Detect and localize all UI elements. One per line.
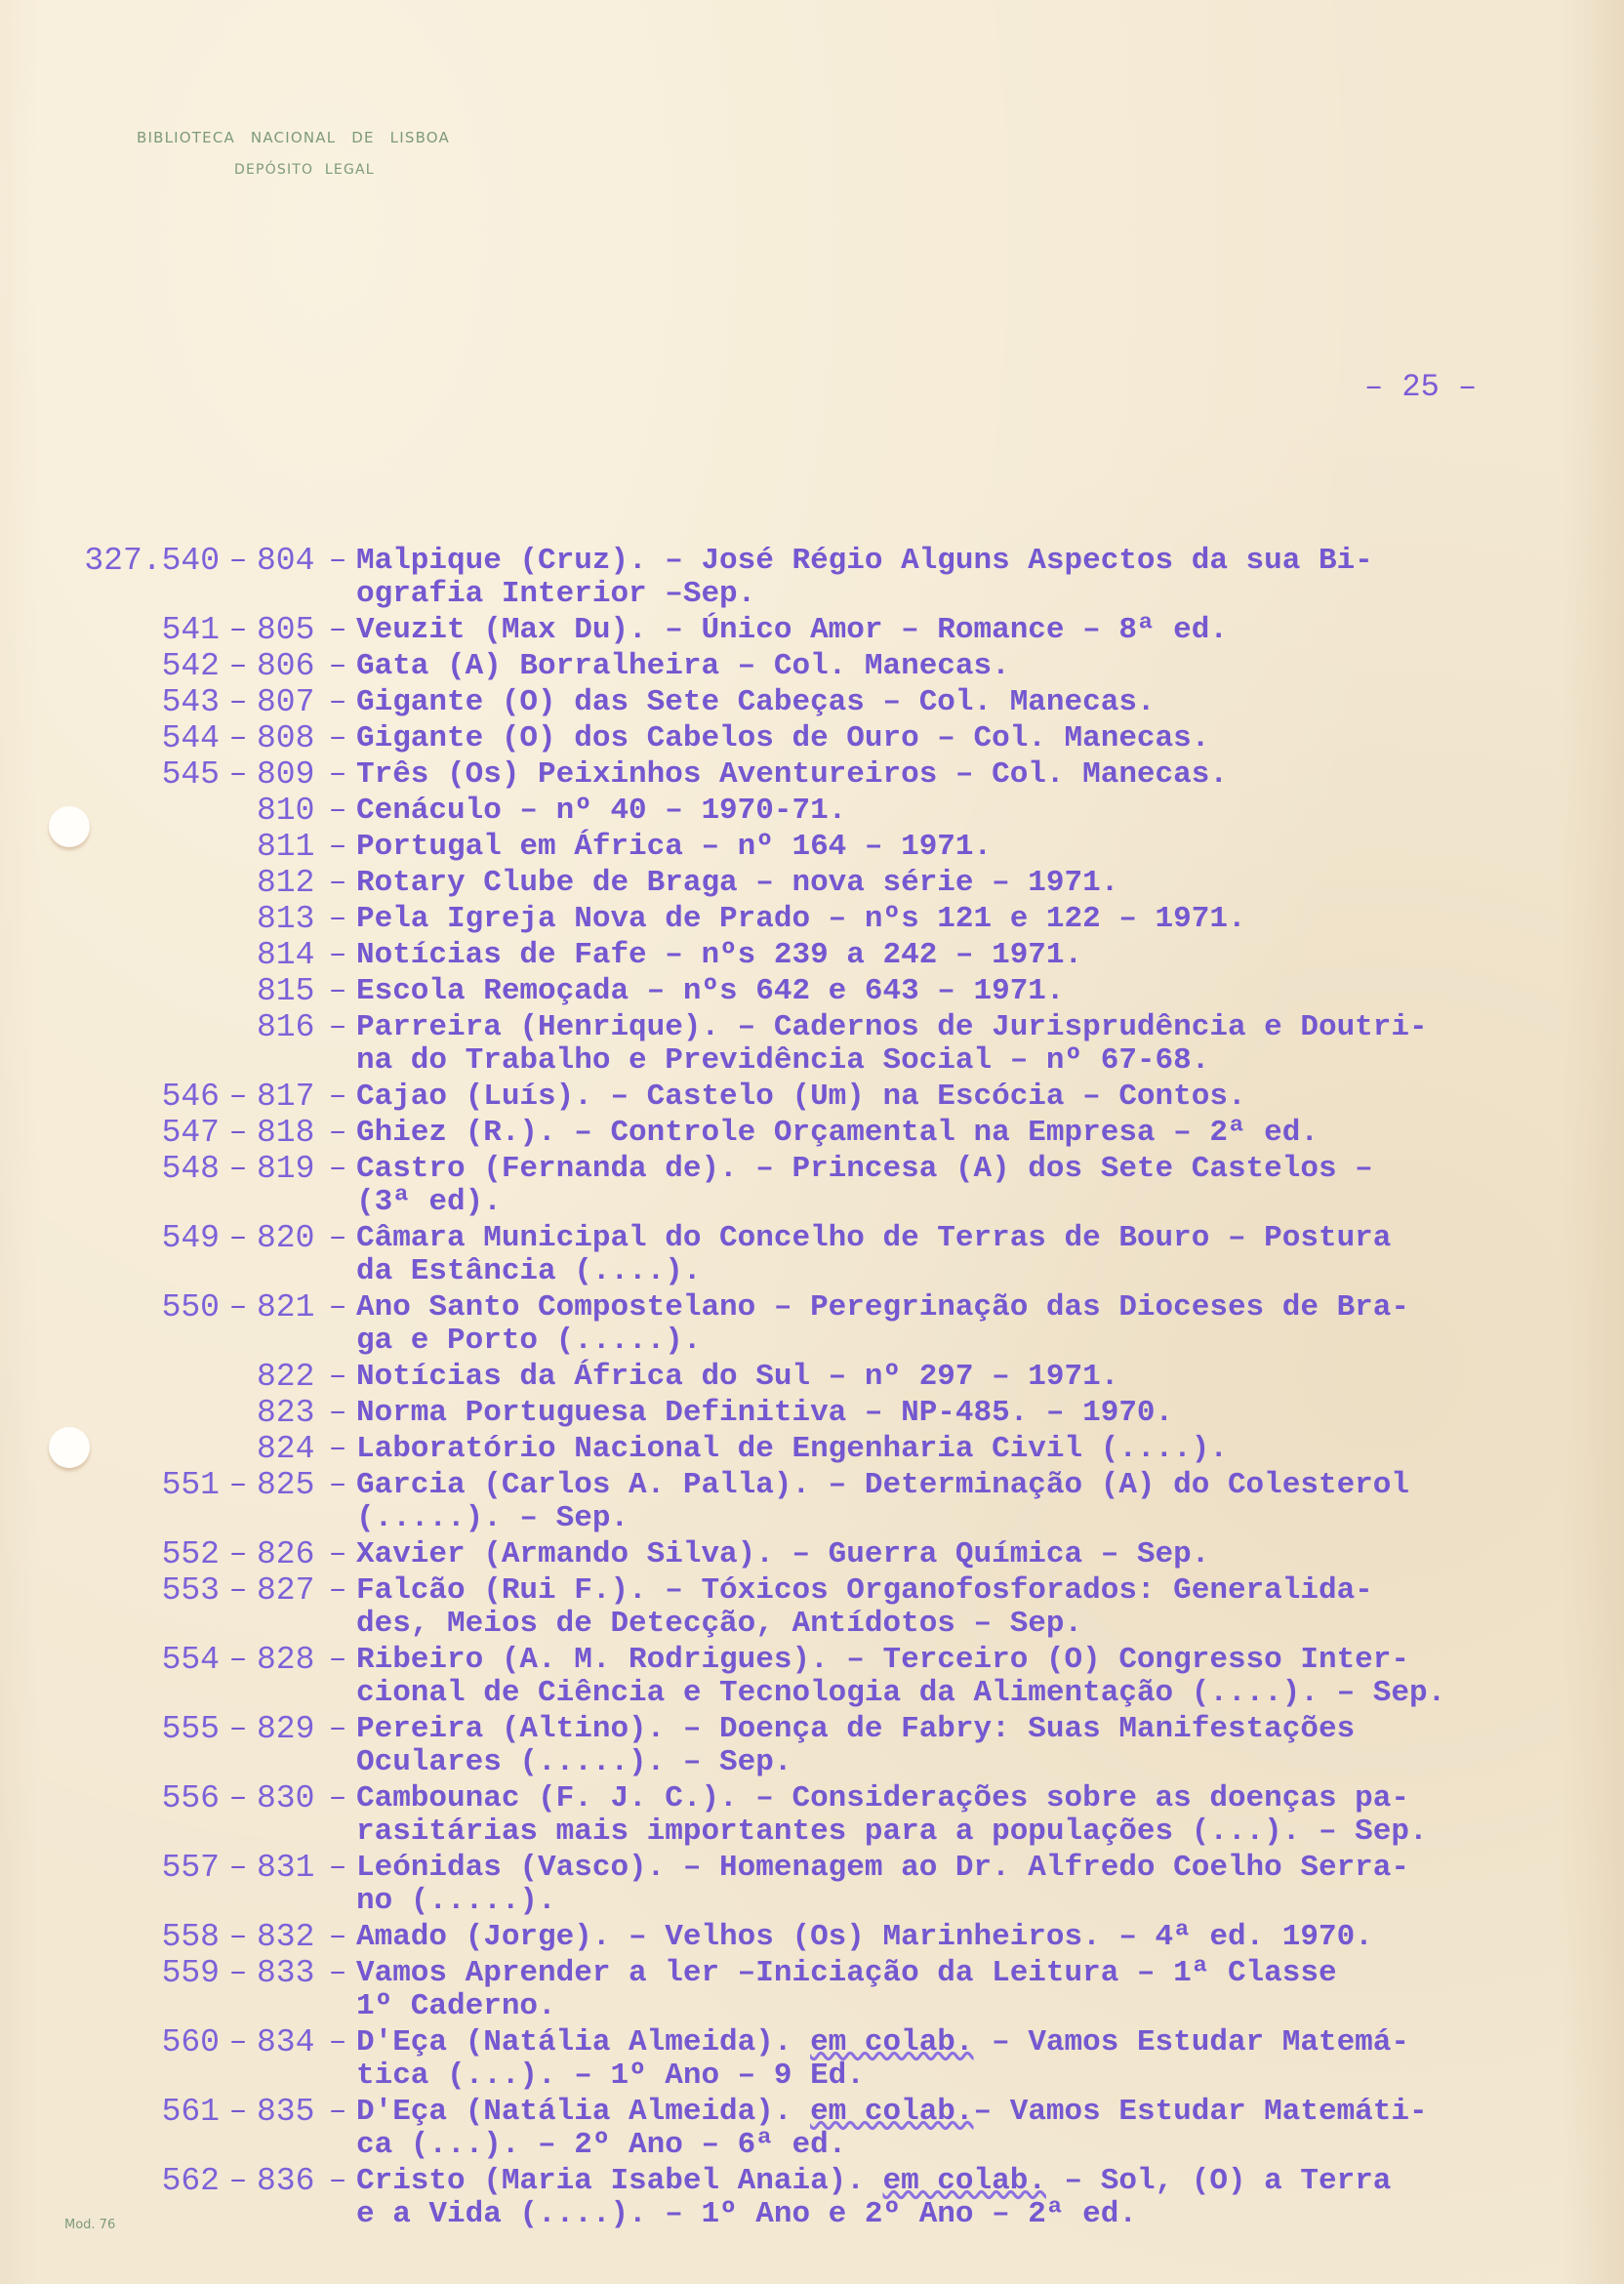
ledger-entry [59, 1782, 1581, 1849]
description-line: Cajao (Luís). – Castelo (Um) na Escócia – Contos. [356, 1080, 1246, 1114]
dash-separator: – [228, 1920, 248, 1954]
description-line: Vamos Aprender a ler –Iniciação da Leitura – 1ª Classe [356, 1956, 1337, 1990]
entry-description [356, 1397, 1581, 1430]
entry-description [356, 975, 1581, 1008]
description-line: Laboratório Nacional de Engenharia Civil (....). [356, 1432, 1228, 1466]
ledger-entry [59, 1852, 1581, 1918]
serial-number: 552 [161, 1536, 220, 1572]
form-model-label: Mod. 76 [64, 2218, 116, 2232]
department-name: DEPÓSITO LEGAL [234, 162, 375, 178]
ledger-entry [59, 831, 1581, 864]
entry-description [356, 903, 1581, 936]
entry-description [356, 1469, 1581, 1535]
dash-separator: – [328, 902, 347, 936]
ledger-entry [59, 975, 1581, 1008]
registry-number: 816 [257, 1009, 315, 1045]
registry-number: 822 [257, 1359, 315, 1395]
entry-description [356, 1117, 1581, 1150]
registry-number: 809 [257, 756, 315, 793]
registry-number: 831 [257, 1850, 315, 1886]
description-line: Três (Os) Peixinhos Aventureiros – Col. Manecas. [356, 757, 1228, 792]
description-line: Gata (A) Borralheira – Col. Manecas. [356, 649, 1010, 683]
registry-number: 835 [257, 2094, 315, 2130]
registry-number: 804 [257, 543, 315, 579]
dash-separator: – [228, 613, 248, 647]
registry-number: 830 [257, 1780, 315, 1816]
dash-separator: – [328, 1956, 347, 1990]
registry-number: 821 [257, 1289, 315, 1326]
ledger-entry [59, 1361, 1581, 1394]
entry-description [356, 758, 1581, 792]
dash-separator: – [328, 1116, 347, 1150]
ledger-entry [59, 1538, 1581, 1571]
dash-separator: – [228, 1643, 248, 1677]
description-line: Malpique (Cruz). – José Régio Alguns Aspectos da sua Bi- [356, 544, 1373, 578]
dash-separator: – [228, 1851, 248, 1885]
entry-description [356, 2165, 1581, 2231]
entry-description [356, 545, 1581, 611]
ledger-entry [59, 2165, 1581, 2231]
entry-description [356, 1433, 1581, 1466]
dash-separator: – [228, 757, 248, 792]
description-line: (.....). – Sep. [356, 1501, 629, 1535]
ledger-entry [59, 650, 1581, 683]
dash-separator [220, 1011, 257, 1078]
registry-number: 806 [257, 648, 315, 684]
description-line: Garcia (Carlos A. Palla). – Determinação (A) do Colesterol [356, 1468, 1409, 1502]
serial-number [59, 1011, 220, 1078]
ledger-list [59, 545, 1581, 2234]
dash-separator: – [328, 830, 347, 864]
description-line: Amado (Jorge). – Velhos (Os) Marinheiros. – 4ª ed. 1970. [356, 1920, 1373, 1954]
serial-number: 562 [161, 2163, 220, 2199]
dash-separator: – [228, 2095, 248, 2129]
description-line: D'Eça (Natália Almeida). em colab.– Vamos Estudar Matemáti- [356, 2095, 1428, 2129]
ledger-entry [59, 1957, 1581, 2023]
serial-number [59, 975, 220, 1008]
serial-number: 556 [161, 1780, 220, 1816]
entry-description [356, 1574, 1581, 1641]
serial-number: 560 [161, 2024, 220, 2060]
description-line: Escola Remoçada – nºs 642 e 643 – 1971. [356, 974, 1065, 1008]
dash-separator [220, 903, 257, 936]
ledger-entry [59, 867, 1581, 900]
dash-separator: – [328, 2025, 347, 2060]
ledger-entry [59, 795, 1581, 828]
ledger-entry [59, 2026, 1581, 2093]
description-line: ca (...). – 2º Ano – 6ª ed. [356, 2128, 847, 2162]
entry-description [356, 939, 1581, 972]
serial-number [59, 903, 220, 936]
dash-separator [220, 1361, 257, 1394]
entry-description [356, 1361, 1581, 1394]
dash-separator: – [228, 1956, 248, 1990]
ledger-entry [59, 1222, 1581, 1288]
serial-number [59, 1361, 220, 1394]
ledger-entry [59, 1081, 1581, 1114]
entry-description [356, 1538, 1581, 1571]
registry-number: 827 [257, 1572, 315, 1609]
serial-number: 548 [161, 1151, 220, 1187]
dash-separator: – [228, 1712, 248, 1746]
dash-separator: – [328, 1573, 347, 1608]
ledger-entry [59, 939, 1581, 972]
ledger-entry [59, 1153, 1581, 1219]
entry-description [356, 2096, 1581, 2162]
page-number: – 25 – [1364, 369, 1478, 405]
entry-description [356, 1921, 1581, 1954]
entry-description [356, 1222, 1581, 1288]
ledger-entry [59, 545, 1581, 611]
dash-separator: – [328, 613, 347, 647]
dash-separator: – [328, 1360, 347, 1394]
dash-separator: – [328, 1781, 347, 1815]
description-line: Rotary Clube de Braga – nova série – 1971. [356, 866, 1119, 900]
entry-description [356, 1644, 1581, 1710]
dash-separator [220, 795, 257, 828]
registry-number: 829 [257, 1711, 315, 1747]
registry-number: 823 [257, 1395, 315, 1431]
description-line: ga e Porto (.....). [356, 1324, 702, 1358]
dash-separator: – [228, 1116, 248, 1150]
dash-separator: – [328, 1221, 347, 1255]
entry-description [356, 1713, 1581, 1779]
entry-description [356, 1957, 1581, 2023]
description-line: Pereira (Altino). – Doença de Fabry: Suas Manifestações [356, 1712, 1356, 1746]
registry-number: 820 [257, 1220, 315, 1256]
ledger-entry [59, 1574, 1581, 1641]
dash-separator: – [328, 685, 347, 719]
description-line: Pela Igreja Nova de Prado – nºs 121 e 122 – 1971. [356, 902, 1246, 936]
dash-separator: – [328, 1080, 347, 1114]
serial-number: 543 [161, 684, 220, 720]
serial-number: 549 [161, 1220, 220, 1256]
dash-separator [220, 1433, 257, 1466]
ledger-entry [59, 1011, 1581, 1078]
description-line: tica (...). – 1º Ano – 9 Ed. [356, 2059, 865, 2093]
description-line: Leónidas (Vasco). – Homenagem ao Dr. Alfredo Coelho Serra- [356, 1851, 1409, 1885]
dash-separator [220, 1397, 257, 1430]
serial-number: 559 [161, 1955, 220, 1991]
registry-number: 825 [257, 1467, 315, 1503]
registry-number: 811 [257, 829, 315, 865]
description-line: Oculares (.....). – Sep. [356, 1745, 792, 1779]
dash-separator: – [328, 1396, 347, 1430]
dash-separator: – [328, 649, 347, 683]
ledger-entry [59, 1291, 1581, 1358]
serial-number [59, 1433, 220, 1466]
description-line: D'Eça (Natália Almeida). em colab. – Vamos Estudar Matemá- [356, 2025, 1409, 2060]
dash-separator: – [328, 938, 347, 972]
dash-separator: – [228, 544, 248, 578]
serial-number: 542 [161, 648, 220, 684]
description-line: Castro (Fernanda de). – Princesa (A) dos Sete Castelos – [356, 1152, 1373, 1186]
dash-separator: – [228, 1080, 248, 1114]
ledger-entry [59, 758, 1581, 792]
library-name: BIBLIOTECA NACIONAL DE LISBOA [137, 129, 450, 146]
entry-description [356, 1291, 1581, 1358]
registry-number: 836 [257, 2163, 315, 2199]
entry-description [356, 614, 1581, 647]
dash-separator: – [228, 649, 248, 683]
description-line: cional de Ciência e Tecnologia da Alimentação (....). – Sep. [356, 1676, 1446, 1710]
dash-separator: – [328, 544, 347, 578]
serial-number [59, 1397, 220, 1430]
ledger-entry [59, 903, 1581, 936]
ledger-entry [59, 686, 1581, 719]
registry-number: 826 [257, 1536, 315, 1572]
description-line: des, Meios de Detecção, Antídotos – Sep. [356, 1607, 1083, 1641]
description-line: Ribeiro (A. M. Rodrigues). – Terceiro (O) Congresso Inter- [356, 1643, 1409, 1677]
description-line: Veuzit (Max Du). – Único Amor – Romance – 8ª ed. [356, 613, 1228, 647]
dash-separator: – [328, 1537, 347, 1571]
registry-number: 815 [257, 973, 315, 1009]
registry-number: 813 [257, 901, 315, 937]
registry-number: 824 [257, 1431, 315, 1467]
registry-number: 832 [257, 1919, 315, 1955]
description-line: Câmara Municipal do Concelho de Terras de Bouro – Postura [356, 1221, 1392, 1255]
description-line: ografia Interior –Sep. [356, 577, 756, 611]
serial-number: 544 [161, 720, 220, 756]
dash-separator: – [328, 2095, 347, 2129]
description-line: Cristo (Maria Isabel Anaia). em colab. – Sol, (O) a Terra [356, 2164, 1392, 2198]
serial-number: 541 [161, 612, 220, 648]
registry-number: 828 [257, 1642, 315, 1678]
dash-separator: – [228, 685, 248, 719]
description-line: da Estância (....). [356, 1254, 702, 1288]
entry-description [356, 867, 1581, 900]
ledger-entry [59, 1921, 1581, 1954]
description-line: Gigante (O) das Sete Cabeças – Col. Manecas. [356, 685, 1156, 719]
dash-separator: – [228, 1152, 248, 1186]
dash-separator: – [228, 1468, 248, 1502]
serial-number: 557 [161, 1850, 220, 1886]
dash-separator: – [328, 1010, 347, 1044]
dash-separator: – [328, 757, 347, 792]
description-line: Gigante (O) dos Cabelos de Ouro – Col. Manecas. [356, 721, 1210, 755]
description-line: e a Vida (....). – 1º Ano e 2º Ano – 2ª ed. [356, 2197, 1137, 2231]
description-line: Portugal em África – nº 164 – 1971. [356, 830, 993, 864]
entry-description [356, 1081, 1581, 1114]
dash-separator: – [328, 1643, 347, 1677]
dash-separator: – [328, 794, 347, 828]
registry-number: 819 [257, 1151, 315, 1187]
description-line: Notícias de Fafe – nºs 239 a 242 – 1971. [356, 938, 1083, 972]
dash-separator [220, 867, 257, 900]
entry-description [356, 1782, 1581, 1849]
dash-separator: – [328, 2164, 347, 2198]
description-line: rasitárias mais importantes para a populações (...). – Sep. [356, 1815, 1428, 1849]
entry-description [356, 1852, 1581, 1918]
ledger-entry [59, 1397, 1581, 1430]
entry-description [356, 795, 1581, 828]
serial-number [59, 939, 220, 972]
ledger-entry [59, 1713, 1581, 1779]
dash-separator: – [228, 2164, 248, 2198]
serial-number: 554 [161, 1642, 220, 1678]
description-line: Cambounac (F. J. C.). – Considerações sobre as doenças pa- [356, 1781, 1409, 1815]
entry-description [356, 722, 1581, 755]
registry-number: 817 [257, 1079, 315, 1115]
ledger-entry [59, 722, 1581, 755]
serial-number [59, 867, 220, 900]
serial-number: 553 [161, 1572, 220, 1609]
description-line: no (.....). [356, 1884, 556, 1918]
entry-description [356, 1011, 1581, 1078]
registry-number: 808 [257, 720, 315, 756]
registry-number: 805 [257, 612, 315, 648]
serial-number: 547 [161, 1115, 220, 1151]
description-line: Parreira (Henrique). – Cadernos de Jurisprudência e Doutri- [356, 1010, 1428, 1044]
serial-number: 561 [161, 2094, 220, 2130]
dash-separator: – [228, 1781, 248, 1815]
dash-separator: – [328, 721, 347, 755]
dash-separator: – [328, 974, 347, 1008]
description-line: Falcão (Rui F.). – Tóxicos Organofosforados: Generalida- [356, 1573, 1373, 1608]
description-line: Norma Portuguesa Definitiva – NP-485. – 1970. [356, 1396, 1174, 1430]
description-line: Xavier (Armando Silva). – Guerra Química – Sep. [356, 1537, 1210, 1571]
serial-number [59, 831, 220, 864]
registry-number: 818 [257, 1115, 315, 1151]
ledger-entry [59, 614, 1581, 647]
dash-separator: – [228, 721, 248, 755]
serial-number: 555 [161, 1711, 220, 1747]
registry-number: 833 [257, 1955, 315, 1991]
dash-separator: – [228, 1221, 248, 1255]
registry-number: 812 [257, 865, 315, 901]
dash-separator: – [328, 1920, 347, 1954]
registry-number: 834 [257, 2024, 315, 2060]
registry-number: 807 [257, 684, 315, 720]
ledger-entry [59, 1433, 1581, 1466]
serial-number: 550 [161, 1289, 220, 1326]
dash-separator: – [228, 1537, 248, 1571]
entry-description [356, 1153, 1581, 1219]
serial-number: 546 [161, 1079, 220, 1115]
description-line: Ghiez (R.). – Controle Orçamental na Empresa – 2ª ed. [356, 1116, 1319, 1150]
ledger-entry [59, 1117, 1581, 1150]
ledger-entry [59, 1644, 1581, 1710]
dash-separator: – [328, 1712, 347, 1746]
description-line: (3ª ed). [356, 1185, 502, 1219]
description-line: na do Trabalho e Previdência Social – nº 67-68. [356, 1043, 1210, 1078]
registry-number: 814 [257, 937, 315, 973]
entry-description [356, 686, 1581, 719]
letterhead [137, 129, 450, 178]
description-line: Cenáculo – nº 40 – 1970-71. [356, 794, 847, 828]
ledger-entry [59, 1469, 1581, 1535]
dash-separator: – [328, 1290, 347, 1325]
dash-separator: – [328, 1851, 347, 1885]
dash-separator: – [328, 866, 347, 900]
dash-separator: – [328, 1432, 347, 1466]
dash-separator [220, 975, 257, 1008]
entry-description [356, 650, 1581, 683]
serial-number: 558 [161, 1919, 220, 1955]
dash-separator: – [228, 2025, 248, 2060]
description-line: 1º Caderno. [356, 1989, 556, 2023]
dash-separator: – [228, 1573, 248, 1608]
serial-number: 545 [161, 756, 220, 793]
entry-description [356, 831, 1581, 864]
serial-number: 551 [161, 1467, 220, 1503]
ledger-entry [59, 2096, 1581, 2162]
registry-number: 810 [257, 793, 315, 829]
entry-description [356, 2026, 1581, 2093]
serial-number: 327.540 [84, 543, 220, 579]
dash-separator [220, 939, 257, 972]
dash-separator: – [328, 1468, 347, 1502]
description-line: Notícias da África do Sul – nº 297 – 1971. [356, 1360, 1119, 1394]
serial-number [59, 795, 220, 828]
dash-separator: – [328, 1152, 347, 1186]
description-line: Ano Santo Compostelano – Peregrinação das Dioceses de Bra- [356, 1290, 1409, 1325]
dash-separator [220, 831, 257, 864]
dash-separator: – [228, 1290, 248, 1325]
